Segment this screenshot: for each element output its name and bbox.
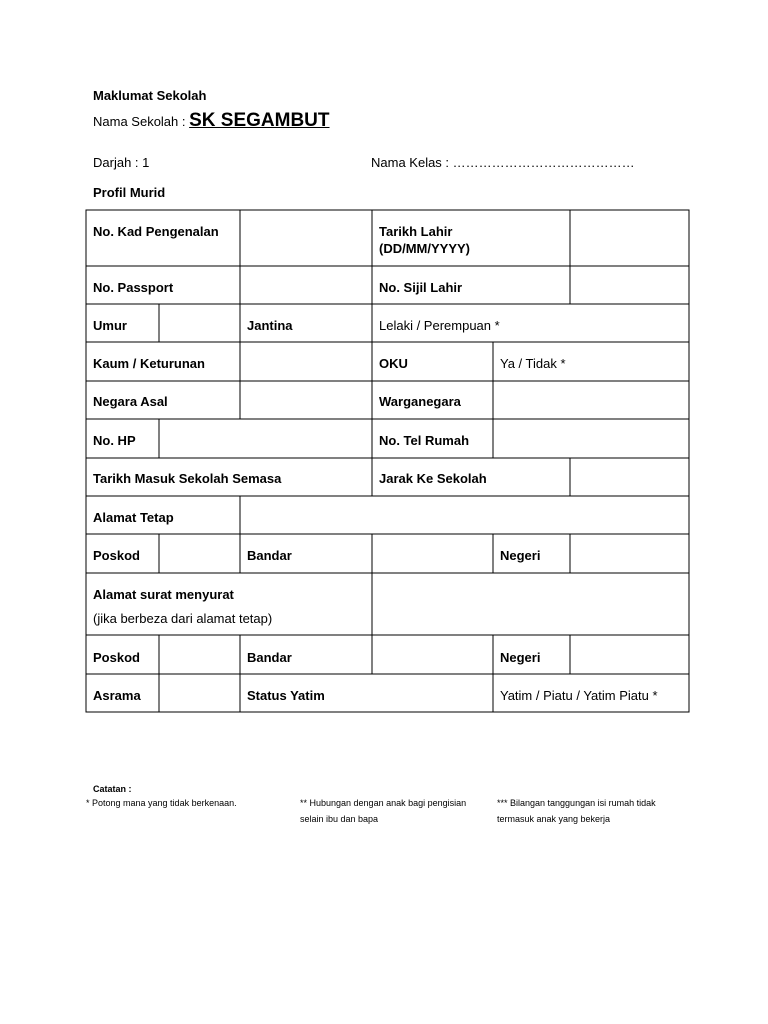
label-sijil-lahir: No. Sijil Lahir — [379, 280, 463, 295]
note-2-line-1: ** Hubungan dengan anak bagi pengisian — [300, 798, 467, 808]
oku-options: Ya / Tidak * — [500, 356, 566, 371]
label-status-yatim: Status Yatim — [247, 688, 325, 703]
label-tarikh-masuk: Tarikh Masuk Sekolah Semasa — [93, 471, 282, 486]
notes-title: Catatan : — [93, 784, 132, 794]
label-passport: No. Passport — [93, 280, 174, 295]
label-negeri: Negeri — [500, 548, 541, 563]
label-kaum: Kaum / Keturunan — [93, 356, 205, 371]
alamat-surat-note: (jika berbeza dari alamat tetap) — [93, 611, 273, 626]
label-poskod: Poskod — [93, 548, 140, 563]
profile-title: Profil Murid — [93, 185, 166, 200]
school-label: Nama Sekolah : — [93, 114, 190, 129]
darjah: Darjah : 1 — [93, 155, 150, 170]
label-negara-asal: Negara Asal — [93, 394, 168, 409]
label-umur: Umur — [93, 318, 127, 333]
label-asrama: Asrama — [93, 688, 141, 703]
label-poskod-2: Poskod — [93, 650, 140, 665]
label-negeri-2: Negeri — [500, 650, 541, 665]
label-kad-pengenalan: No. Kad Pengenalan — [93, 224, 219, 239]
label-oku: OKU — [379, 356, 408, 371]
label-tarikh-lahir-format: (DD/MM/YYYY) — [379, 241, 470, 256]
label-warganegara: Warganegara — [379, 394, 461, 409]
note-2-line-2: selain ibu dan bapa — [300, 814, 379, 824]
label-bandar: Bandar — [247, 548, 292, 563]
label-alamat-surat: Alamat surat menyurat — [93, 587, 234, 602]
note-3-line-1: *** Bilangan tanggungan isi rumah tidak — [497, 798, 656, 808]
school-name: SK SEGAMBUT — [189, 110, 330, 131]
label-tel-rumah: No. Tel Rumah — [379, 433, 470, 448]
nama-kelas: Nama Kelas : …………………………………… — [371, 155, 635, 170]
label-tarikh-lahir: Tarikh Lahir — [379, 224, 453, 239]
label-jarak: Jarak Ke Sekolah — [379, 471, 487, 486]
label-no-hp: No. HP — [93, 433, 136, 448]
note-3-line-2: termasuk anak yang bekerja — [497, 814, 611, 824]
label-jantina: Jantina — [247, 318, 293, 333]
jantina-options: Lelaki / Perempuan * — [379, 318, 500, 333]
note-1: * Potong mana yang tidak berkenaan. — [86, 798, 237, 808]
label-bandar-2: Bandar — [247, 650, 292, 665]
section-title: Maklumat Sekolah — [93, 88, 207, 103]
label-alamat-tetap: Alamat Tetap — [93, 510, 174, 525]
yatim-options: Yatim / Piatu / Yatim Piatu * — [500, 688, 658, 703]
